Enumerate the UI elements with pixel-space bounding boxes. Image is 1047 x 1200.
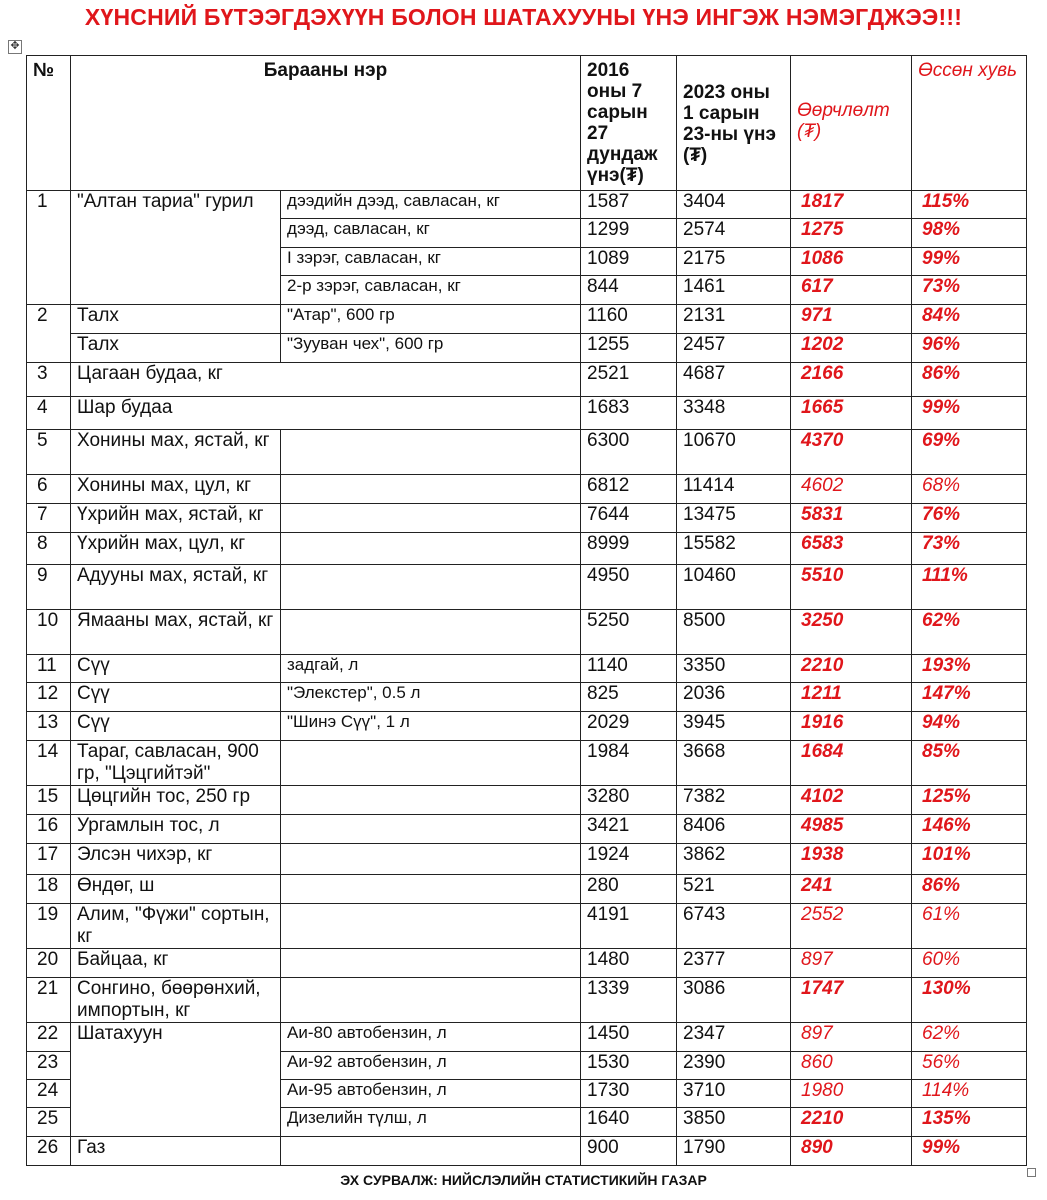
percent-growth: 111%	[912, 565, 1027, 610]
price-2023: 10670	[677, 430, 791, 475]
row-number: 3	[27, 363, 71, 397]
price-2023: 13475	[677, 504, 791, 533]
price-2023: 8406	[677, 815, 791, 844]
row-number: 22	[27, 1023, 71, 1052]
row-number: 7	[27, 504, 71, 533]
product-variant-empty	[281, 786, 581, 815]
product-name: Ямааны мах, ястай, кг	[71, 610, 281, 655]
price-change: 1086	[791, 248, 912, 276]
price-2016: 1730	[581, 1080, 677, 1108]
percent-growth: 86%	[912, 875, 1027, 904]
row-number: 25	[27, 1108, 71, 1137]
page-title: ХҮНСНИЙ БҮТЭЭГДЭХҮҮН БОЛОН ШАТАХУУНЫ ҮНЭ ИНГЭЖ НЭМЭГДЖЭЭ!!!	[84, 4, 963, 30]
product-group-name: Шатахуун	[71, 1023, 281, 1137]
price-2016: 1480	[581, 949, 677, 978]
price-change: 241	[791, 875, 912, 904]
header-product-name: Барааны нэр	[71, 56, 581, 191]
row-number: 23	[27, 1052, 71, 1080]
percent-growth: 99%	[912, 397, 1027, 430]
product-variant-empty	[281, 1137, 581, 1166]
table-row	[27, 533, 1027, 565]
table-row	[27, 949, 1027, 978]
price-2023: 1461	[677, 276, 791, 305]
price-2023: 1790	[677, 1137, 791, 1166]
product-variant-empty	[281, 815, 581, 844]
price-change: 617	[791, 276, 912, 305]
percent-growth: 96%	[912, 334, 1027, 363]
product-name: Газ	[71, 1137, 281, 1166]
table-row	[27, 741, 1027, 786]
price-2023: 2131	[677, 305, 791, 334]
price-2023: 3348	[677, 397, 791, 430]
product-variant: "Элекстер", 0.5 л	[281, 683, 581, 712]
header-number: №	[27, 56, 71, 191]
price-2023: 3668	[677, 741, 791, 786]
price-2016: 280	[581, 875, 677, 904]
percent-growth: 146%	[912, 815, 1027, 844]
percent-growth: 86%	[912, 363, 1027, 397]
percent-growth: 193%	[912, 655, 1027, 683]
price-change: 4985	[791, 815, 912, 844]
price-2023: 2457	[677, 334, 791, 363]
price-2023: 3850	[677, 1108, 791, 1137]
product-name: Талх	[71, 334, 281, 363]
price-change: 971	[791, 305, 912, 334]
price-change: 6583	[791, 533, 912, 565]
product-name: Адууны мах, ястай, кг	[71, 565, 281, 610]
product-name: Элсэн чихэр, кг	[71, 844, 281, 875]
price-change: 1684	[791, 741, 912, 786]
price-2023: 2377	[677, 949, 791, 978]
price-change: 1747	[791, 978, 912, 1023]
price-change: 890	[791, 1137, 912, 1166]
table-row	[27, 844, 1027, 875]
product-variant: I зэрэг, савласан, кг	[281, 248, 581, 276]
price-change: 897	[791, 949, 912, 978]
price-2023: 3862	[677, 844, 791, 875]
product-variant: дээдийн дээд, савласан, кг	[281, 191, 581, 219]
product-variant-empty	[281, 504, 581, 533]
product-variant: Аи-92 автобензин, л	[281, 1052, 581, 1080]
product-name: Талх	[71, 305, 281, 334]
percent-growth: 147%	[912, 683, 1027, 712]
row-number: 21	[27, 978, 71, 1023]
product-variant: дээд, савласан, кг	[281, 219, 581, 248]
price-2023: 4687	[677, 363, 791, 397]
row-number: 4	[27, 397, 71, 430]
table-row	[27, 334, 1027, 363]
row-number: 8	[27, 533, 71, 565]
percent-growth: 101%	[912, 844, 1027, 875]
price-change: 1202	[791, 334, 912, 363]
percent-growth: 84%	[912, 305, 1027, 334]
table-row	[27, 815, 1027, 844]
product-name: Байцаа, кг	[71, 949, 281, 978]
price-2016: 1640	[581, 1108, 677, 1137]
product-name: Сүү	[71, 655, 281, 683]
price-2016: 1255	[581, 334, 677, 363]
table-row	[27, 565, 1027, 610]
price-change: 1916	[791, 712, 912, 741]
table-row	[27, 475, 1027, 504]
price-2016: 7644	[581, 504, 677, 533]
price-change: 1938	[791, 844, 912, 875]
table-row	[27, 1023, 1027, 1052]
header-change: Өөрчлөлт (₮)	[791, 56, 912, 191]
price-change: 1817	[791, 191, 912, 219]
product-variant: Аи-80 автобензин, л	[281, 1023, 581, 1052]
product-variant: "Атар", 600 гр	[281, 305, 581, 334]
price-change: 1211	[791, 683, 912, 712]
price-2016: 1140	[581, 655, 677, 683]
price-2023: 3945	[677, 712, 791, 741]
percent-growth: 68%	[912, 475, 1027, 504]
percent-growth: 130%	[912, 978, 1027, 1023]
price-2016: 3421	[581, 815, 677, 844]
table-header-row	[27, 56, 1027, 191]
product-name: Үхрийн мах, цул, кг	[71, 533, 281, 565]
row-number: 9	[27, 565, 71, 610]
row-number: 15	[27, 786, 71, 815]
price-2023: 2175	[677, 248, 791, 276]
row-number: 26	[27, 1137, 71, 1166]
price-2016: 844	[581, 276, 677, 305]
product-variant: задгай, л	[281, 655, 581, 683]
percent-growth: 60%	[912, 949, 1027, 978]
table-move-handle-icon[interactable]: ✥	[8, 40, 22, 54]
price-change: 2210	[791, 655, 912, 683]
price-2016: 1683	[581, 397, 677, 430]
product-variant-empty	[281, 475, 581, 504]
percent-growth: 115%	[912, 191, 1027, 219]
percent-growth: 73%	[912, 276, 1027, 305]
price-change: 2210	[791, 1108, 912, 1137]
row-number: 19	[27, 904, 71, 949]
table-row	[27, 904, 1027, 949]
price-change: 5831	[791, 504, 912, 533]
product-variant-empty	[281, 430, 581, 475]
price-2016: 1450	[581, 1023, 677, 1052]
price-2016: 2521	[581, 363, 677, 397]
row-number: 5	[27, 430, 71, 475]
percent-growth: 125%	[912, 786, 1027, 815]
product-variant-empty	[281, 904, 581, 949]
product-name: Ургамлын тос, л	[71, 815, 281, 844]
row-number: 24	[27, 1080, 71, 1108]
product-variant: Аи-95 автобензин, л	[281, 1080, 581, 1108]
price-change: 3250	[791, 610, 912, 655]
price-2016: 1299	[581, 219, 677, 248]
product-variant: "Зууван чех", 600 гр	[281, 334, 581, 363]
price-2016: 1530	[581, 1052, 677, 1080]
product-name: Үхрийн мах, ястай, кг	[71, 504, 281, 533]
table-row	[27, 978, 1027, 1023]
price-2023: 2036	[677, 683, 791, 712]
percent-growth: 135%	[912, 1108, 1027, 1137]
product-variant: Дизелийн түлш, л	[281, 1108, 581, 1137]
price-change: 4102	[791, 786, 912, 815]
row-number: 17	[27, 844, 71, 875]
price-2016: 3280	[581, 786, 677, 815]
price-table	[26, 55, 1027, 1166]
product-variant-empty	[281, 978, 581, 1023]
price-2016: 1587	[581, 191, 677, 219]
product-variant-empty	[281, 875, 581, 904]
price-2023: 15582	[677, 533, 791, 565]
product-group-name: "Алтан тариа" гурил	[71, 191, 281, 305]
product-name: Цагаан будаа, кг	[71, 363, 581, 397]
price-2016: 1984	[581, 741, 677, 786]
percent-growth: 76%	[912, 504, 1027, 533]
product-variant-empty	[281, 533, 581, 565]
row-number: 20	[27, 949, 71, 978]
percent-growth: 73%	[912, 533, 1027, 565]
price-2016: 6300	[581, 430, 677, 475]
product-variant: "Шинэ Сүү", 1 л	[281, 712, 581, 741]
price-2016: 900	[581, 1137, 677, 1166]
price-2016: 1924	[581, 844, 677, 875]
source-note: ЭХ СУРВАЛЖ: НИЙСЛЭЛИЙН СТАТИСТИКИЙН ГАЗАР	[340, 1172, 707, 1188]
product-name: Өндөг, ш	[71, 875, 281, 904]
product-name: Тараг, савласан, 900 гр, "Цэцгийтэй"	[71, 741, 281, 786]
price-2016: 1160	[581, 305, 677, 334]
percent-growth: 56%	[912, 1052, 1027, 1080]
percent-growth: 69%	[912, 430, 1027, 475]
percent-growth: 99%	[912, 248, 1027, 276]
table-row	[27, 363, 1027, 397]
product-name: Хонины мах, цул, кг	[71, 475, 281, 504]
price-2023: 521	[677, 875, 791, 904]
table-row	[27, 191, 1027, 219]
product-name: Сонгино, бөөрөнхий, импортын, кг	[71, 978, 281, 1023]
price-2023: 11414	[677, 475, 791, 504]
product-variant-empty	[281, 610, 581, 655]
row-number: 2	[27, 305, 71, 363]
price-2023: 2574	[677, 219, 791, 248]
price-2023: 8500	[677, 610, 791, 655]
price-2023: 3404	[677, 191, 791, 219]
product-name: Сүү	[71, 712, 281, 741]
price-2023: 2390	[677, 1052, 791, 1080]
product-name: Хонины мах, ястай, кг	[71, 430, 281, 475]
header-price-2023: 2023 оны 1 сарын 23-ны үнэ (₮)	[677, 56, 791, 191]
price-change: 860	[791, 1052, 912, 1080]
price-2023: 2347	[677, 1023, 791, 1052]
price-2016: 4191	[581, 904, 677, 949]
price-change: 2552	[791, 904, 912, 949]
percent-growth: 114%	[912, 1080, 1027, 1108]
table-row	[27, 1137, 1027, 1166]
price-2016: 825	[581, 683, 677, 712]
table-row	[27, 786, 1027, 815]
row-number: 18	[27, 875, 71, 904]
price-2023: 10460	[677, 565, 791, 610]
row-number: 6	[27, 475, 71, 504]
price-2016: 1339	[581, 978, 677, 1023]
percent-growth: 98%	[912, 219, 1027, 248]
price-change: 5510	[791, 565, 912, 610]
price-2023: 6743	[677, 904, 791, 949]
percent-growth: 62%	[912, 610, 1027, 655]
price-change: 897	[791, 1023, 912, 1052]
price-2016: 6812	[581, 475, 677, 504]
price-change: 1665	[791, 397, 912, 430]
price-2023: 3710	[677, 1080, 791, 1108]
table-row	[27, 712, 1027, 741]
table-row	[27, 610, 1027, 655]
price-change: 1275	[791, 219, 912, 248]
percent-growth: 61%	[912, 904, 1027, 949]
price-2023: 7382	[677, 786, 791, 815]
percent-growth: 85%	[912, 741, 1027, 786]
product-variant-empty	[281, 844, 581, 875]
row-number: 16	[27, 815, 71, 844]
product-name: Цөцгийн тос, 250 гр	[71, 786, 281, 815]
price-2023: 3350	[677, 655, 791, 683]
header-price-2016: 2016 оны 7 сарын 27 дундаж үнэ(₮)	[581, 56, 677, 191]
row-number: 10	[27, 610, 71, 655]
price-change: 4370	[791, 430, 912, 475]
price-2016: 5250	[581, 610, 677, 655]
product-name: Шар будаа	[71, 397, 581, 430]
percent-growth: 99%	[912, 1137, 1027, 1166]
price-2016: 8999	[581, 533, 677, 565]
row-number: 14	[27, 741, 71, 786]
price-2016: 1089	[581, 248, 677, 276]
row-number: 13	[27, 712, 71, 741]
table-row	[27, 430, 1027, 475]
row-number: 1	[27, 191, 71, 305]
table-row	[27, 397, 1027, 430]
price-2016: 4950	[581, 565, 677, 610]
table-row	[27, 504, 1027, 533]
row-number: 11	[27, 655, 71, 683]
table-row	[27, 655, 1027, 683]
product-variant-empty	[281, 741, 581, 786]
price-change: 1980	[791, 1080, 912, 1108]
product-variant-empty	[281, 565, 581, 610]
percent-growth: 62%	[912, 1023, 1027, 1052]
percent-growth: 94%	[912, 712, 1027, 741]
table-row	[27, 305, 1027, 334]
price-2016: 2029	[581, 712, 677, 741]
row-number: 12	[27, 683, 71, 712]
price-change: 2166	[791, 363, 912, 397]
product-name: Сүү	[71, 683, 281, 712]
table-row	[27, 875, 1027, 904]
price-change: 4602	[791, 475, 912, 504]
product-variant: 2-р зэрэг, савласан, кг	[281, 276, 581, 305]
product-variant-empty	[281, 949, 581, 978]
header-percent-growth: Өссөн хувь	[912, 56, 1027, 191]
table-row	[27, 683, 1027, 712]
price-2023: 3086	[677, 978, 791, 1023]
product-name: Алим, "Фүжи" сортын, кг	[71, 904, 281, 949]
